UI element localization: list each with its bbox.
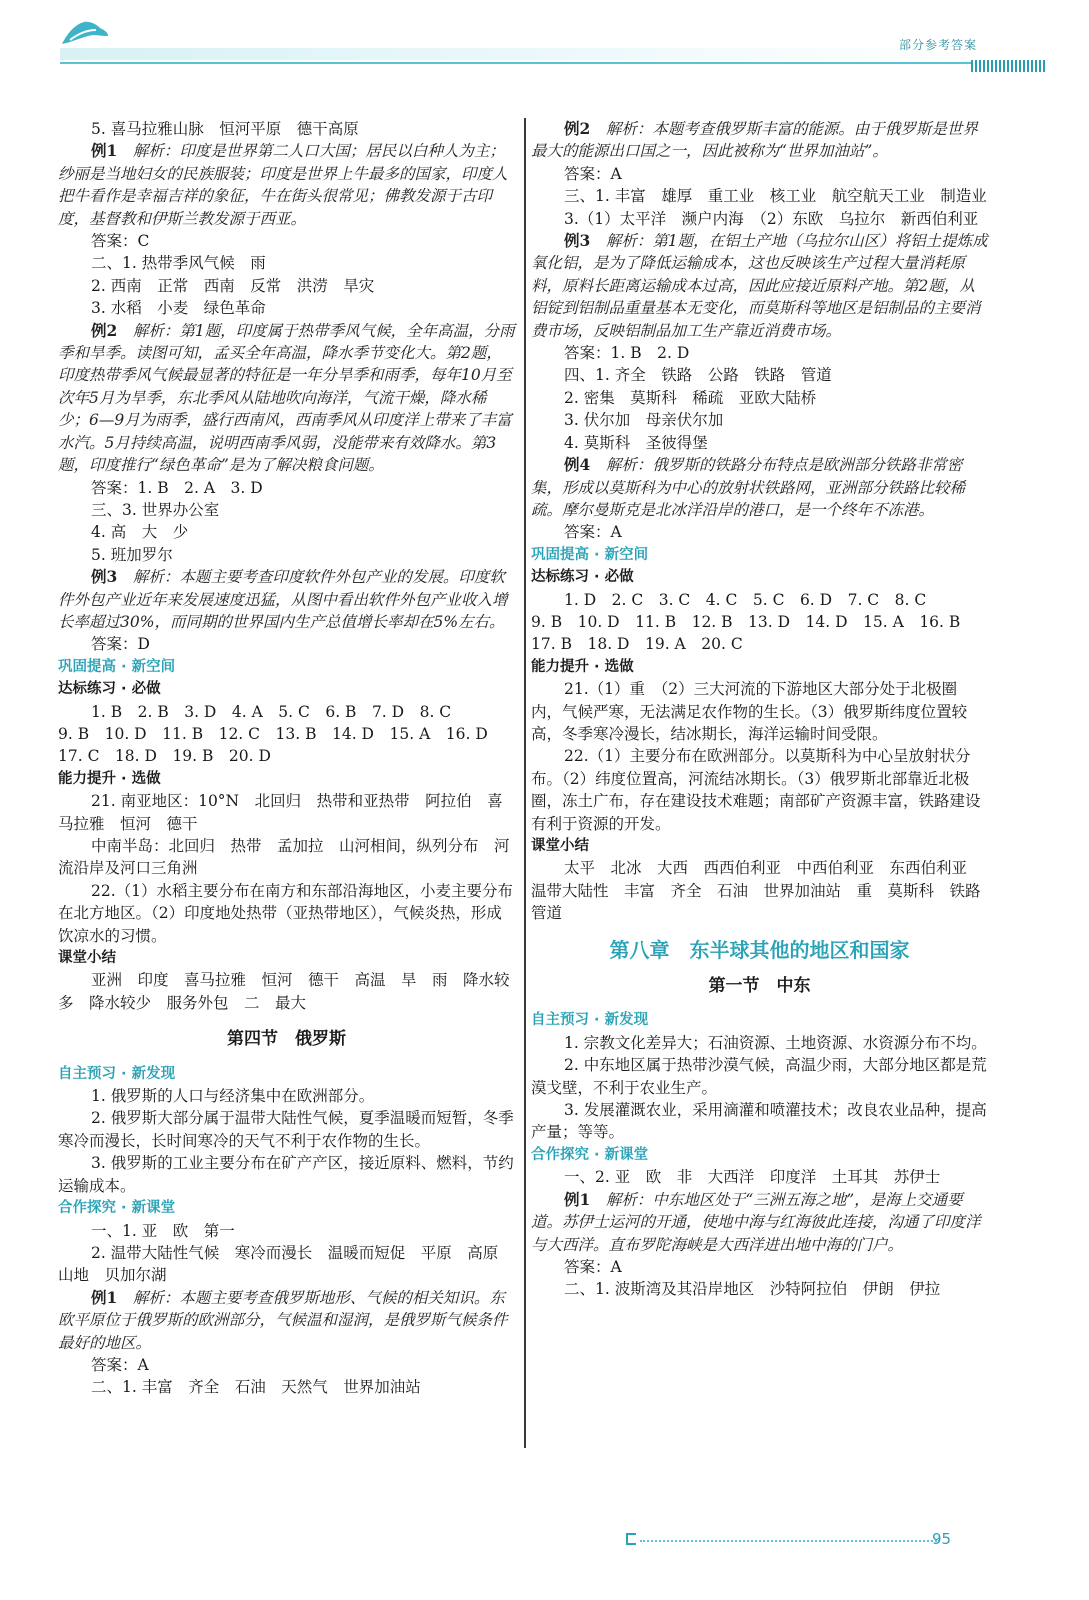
answer-line: 一、2. 亚 欧 非 大西洋 印度洋 土耳其 苏伊士 (564, 1168, 941, 1187)
example-text: 解析：中东地区处于“三洲五海之地”，是海上交通要道。苏伊士运河的开通，使地中海与红海彼此连接，沟通了印度洋与大西洋。直布罗陀海峡是大西洋进出地中海的门户。 (531, 1190, 981, 1254)
example-paragraph (58, 320, 515, 477)
example-paragraph (58, 1287, 515, 1354)
example-paragraph (531, 230, 988, 342)
answer-line: 5. 班加罗尔 (91, 545, 173, 564)
answer-line: 二、1. 丰富 齐全 石油 天然气 世界加油站 (91, 1378, 421, 1397)
page-number: 95 (932, 1530, 952, 1548)
answer-line: 二、1. 热带季风气候 雨 (91, 254, 266, 273)
section-heading: 自主预习 · 新发现 (531, 1012, 649, 1029)
answer-line: 三、1. 丰富 雄厚 重工业 核工业 航空航天工业 制造业 (564, 187, 987, 206)
answer-line: 1. B 2. B 3. D 4. A 5. C 6. B 7. D 8. C (91, 702, 452, 721)
answer-line: 22.（1）主要分布在欧洲部分。以莫斯科为中心呈放射状分布。（2）纬度位置高，河流结冰期长。（3）俄罗斯北部靠近北极圈，冻土广布，存在建设技术难题；南部矿产资源丰富，铁路建设有利于资源的开发。 (531, 747, 981, 833)
footer-bracket-icon (626, 1533, 636, 1545)
subsection-heading: 能力提升 · 选做 (58, 770, 161, 787)
example-paragraph (531, 1189, 988, 1256)
summary-line: 太平 北冰 大西 西西伯利亚 中西伯利亚 东西伯利亚 温带大陆性 丰富 齐全 石油 世界加油站 重 莫斯科 铁路 管道 (531, 859, 997, 923)
chapter-title: 第八章 东半球其他的地区和国家 (609, 937, 910, 962)
example-label: 例1 (91, 141, 118, 161)
example-paragraph (58, 566, 515, 633)
answer-line: 2. 西南 正常 西南 反常 洪涝 旱灾 (91, 276, 375, 295)
section-heading: 合作探究 · 新课堂 (58, 1200, 176, 1217)
answer-key: 答案：1. B 2. A 3. D (91, 478, 263, 497)
answer-key: 答案：A (91, 1355, 149, 1374)
answer-line: 一、1. 亚 欧 第一 (91, 1221, 235, 1240)
summary-line: 亚洲 印度 喜马拉雅 恒河 德干 高温 旱 雨 降水较多 降水较少 服务外包 二 最大 (58, 971, 510, 1012)
example-paragraph (531, 454, 988, 521)
section-title: 第四节 俄罗斯 (227, 1029, 346, 1050)
subsection-heading: 课堂小结 (58, 950, 116, 967)
header-band (60, 48, 960, 60)
right-column (531, 118, 997, 1301)
answer-key: 答案：A (564, 164, 622, 183)
answer-line: 2. 密集 莫斯科 稀疏 亚欧大陆桥 (564, 388, 817, 407)
answer-line: 四、1. 齐全 铁路 公路 铁路 管道 (564, 366, 832, 385)
left-column (58, 118, 515, 1399)
answer-line: 17. B 18. D 19. A 20. C (531, 635, 743, 654)
answer-key: 答案：C (91, 232, 150, 251)
answer-line: 3. 伏尔加 母亲伏尔加 (564, 411, 724, 430)
section-heading: 巩固提高 · 新空间 (58, 658, 176, 675)
example-text: 解析：第1题，在铝土产地（乌拉尔山区）将铝土提炼成氧化铝，是为了降低运输成本，这也反映该生产过程大量消耗原料，原料长距离运输成本过高，因此应接近原料产地。第2题，从铝锭到铝制品重量基本无变化，而莫斯科等地区是铝制品的主要消费市场，反映铝制品加工生产靠近消费市场。 (531, 232, 988, 340)
answer-line: 1. D 2. C 3. C 4. C 5. C 6. D 7. C 8. C (564, 590, 927, 609)
example-label: 例2 (564, 119, 591, 138)
example-text: 解析：印度是世界第二人口大国；居民以白种人为主；纱丽是当地妇女的民族服装；印度是世界上牛最多的国家，印度人把牛看作是幸福吉祥的象征，牛在街头很常见；佛教发源于古印度，基督教和伊斯兰教发源于西亚。 (58, 142, 508, 228)
example-label: 例3 (91, 567, 118, 587)
answer-line: 三、3. 世界办公室 (91, 500, 220, 519)
answer-key: 答案：A (564, 1257, 622, 1276)
example-text: 解析：俄罗斯的铁路分布特点是欧洲部分铁路非常密集，形成以莫斯科为中心的放射状铁路网，亚洲部分铁路比较稀疏。摩尔曼斯克是北冰洋沿岸的港口，是一个终年不冻港。 (531, 456, 966, 519)
header-title: 部分参考答案 (898, 38, 977, 52)
answer-line: 3. 俄罗斯的工业主要分布在矿产产区，接近原料、燃料，节约运输成本。 (58, 1154, 514, 1195)
example-label: 例1 (91, 1287, 118, 1307)
example-paragraph (58, 140, 515, 230)
example-paragraph (531, 118, 988, 163)
answer-key: 答案：A (564, 523, 622, 542)
footer-dotted-rule (640, 1540, 940, 1542)
answer-line: 9. B 10. D 11. B 12. C 13. B 14. D 15. A 16. D (58, 724, 488, 743)
example-label: 例3 (564, 231, 591, 251)
example-text: 解析：本题主要考查印度软件外包产业的发展。印度软件外包产业近年来发展速度迅猛，从图中看出软件外包产业收入增长率超过30%，而同期的世界国内生产总值增长率却在5%左右。 (58, 568, 508, 631)
answer-line: 1. 俄罗斯的人口与经济集中在欧洲部分。 (91, 1087, 375, 1106)
answer-line: 21.（1）重 （2）三大河流的下游地区大部分处于北极圈内，气候严寒，无法满足农作物的生长。（3）俄罗斯纬度位置较高，冬季寒冷漫长，结冰期长，海洋运输时间受限。 (531, 680, 968, 743)
example-label: 例1 (564, 1189, 591, 1209)
example-text: 解析：本题主要考查俄罗斯地形、气候的相关知识。东欧平原位于俄罗斯的欧洲部分，气候温和湿润，是俄罗斯气候条件最好的地区。 (58, 1288, 508, 1352)
barcode-decoration (971, 60, 1047, 72)
answer-line: 1. 宗教文化差异大；石油资源、土地资源、水资源分布不均。 (564, 1033, 987, 1052)
header-rule (60, 62, 1045, 64)
answer-line: 3. 水稻 小麦 绿色革命 (91, 299, 266, 318)
answer-line: 2. 温带大陆性气候 寒冷而漫长 温暖而短促 平原 高原 山地 贝加尔湖 (58, 1243, 514, 1285)
answer-line: 4. 高 大 少 (91, 523, 189, 542)
section-heading: 合作探究 · 新课堂 (531, 1146, 649, 1163)
answer-line: 22.（1）水稻主要分布在南方和东部沿海地区，小麦主要分布在北方地区。（2）印度地处热带（亚热带地区），气候炎热，形成饮凉水的习惯。 (58, 881, 514, 945)
example-text: 解析：本题考查俄罗斯丰富的能源。由于俄罗斯是世界最大的能源出口国之一，因此被称为“世界加油站”。 (531, 120, 978, 161)
answer-line: 3.（1）太平洋 濒户内海 （2）东欧 乌拉尔 新西伯利亚 (564, 209, 979, 228)
column-divider (524, 118, 526, 1448)
answer-line: 2. 俄罗斯大部分属于温带大陆性气候，夏季温暖而短暂，冬季寒冷而漫长，长时间寒冷的天气不利于农作物的生长。 (58, 1109, 514, 1150)
section-heading: 自主预习 · 新发现 (58, 1065, 176, 1082)
brand-logo-icon (60, 18, 110, 46)
subsection-heading: 能力提升 · 选做 (531, 658, 634, 675)
answer-line: 2. 中东地区属于热带沙漠气候，高温少雨，大部分地区都是荒漠戈壁，不利于农业生产。 (531, 1056, 987, 1097)
answer-line: 中南半岛：北回归 热带 孟加拉 山河相间，纵列分布 河流沿岸及河口三角洲 (58, 837, 510, 878)
answer-line: 9. B 10. D 11. B 12. B 13. D 14. D 15. A 16. B (531, 612, 961, 631)
answer-line: 二、1. 波斯湾及其沿岸地区 沙特阿拉伯 伊朗 伊拉 (564, 1280, 941, 1299)
example-label: 例4 (564, 455, 591, 475)
answer-line: 4. 莫斯科 圣彼得堡 (564, 433, 708, 452)
answer-line: 21. 南亚地区：10°N 北回归 热带和亚热带 阿拉伯 喜马拉雅 恒河 德干 (58, 792, 503, 833)
answer-key: 答案：1. B 2. D (564, 344, 690, 363)
answer-line: 17. C 18. D 19. B 20. D (58, 747, 271, 766)
section-title: 第一节 中东 (708, 976, 811, 997)
section-heading: 巩固提高 · 新空间 (531, 546, 649, 563)
subsection-heading: 达标练习 · 必做 (531, 569, 634, 586)
example-label: 例2 (91, 320, 118, 340)
answer-key: 答案：D (91, 635, 150, 654)
answer-line: 3. 发展灌溉农业，采用滴灌和喷灌技术；改良农业品种，提高产量；等等。 (531, 1101, 987, 1142)
answer-line: 5. 喜马拉雅山脉 恒河平原 德干高原 (91, 120, 359, 138)
example-text: 解析：第1题，印度属于热带季风气候，全年高温，分雨季和旱季。读图可知，孟买全年高温，降水季节变化大。第2题，印度热带季风气候最显著的特征是一年分旱季和雨季，每年10月至次年5月为旱季，东北季风从陆地吹向海洋，气流干燥，降水稀少；6—9月为雨季，盛行西南风，西南季风从印度洋上带来了丰富水汽。5月持续高温，说明西南季风弱，没能带来有效降水。第3题，印度推行“绿色革命”是为了解决粮食问题。 (58, 321, 515, 475)
subsection-heading: 课堂小结 (531, 838, 589, 854)
subsection-heading: 达标练习 · 必做 (58, 681, 161, 698)
